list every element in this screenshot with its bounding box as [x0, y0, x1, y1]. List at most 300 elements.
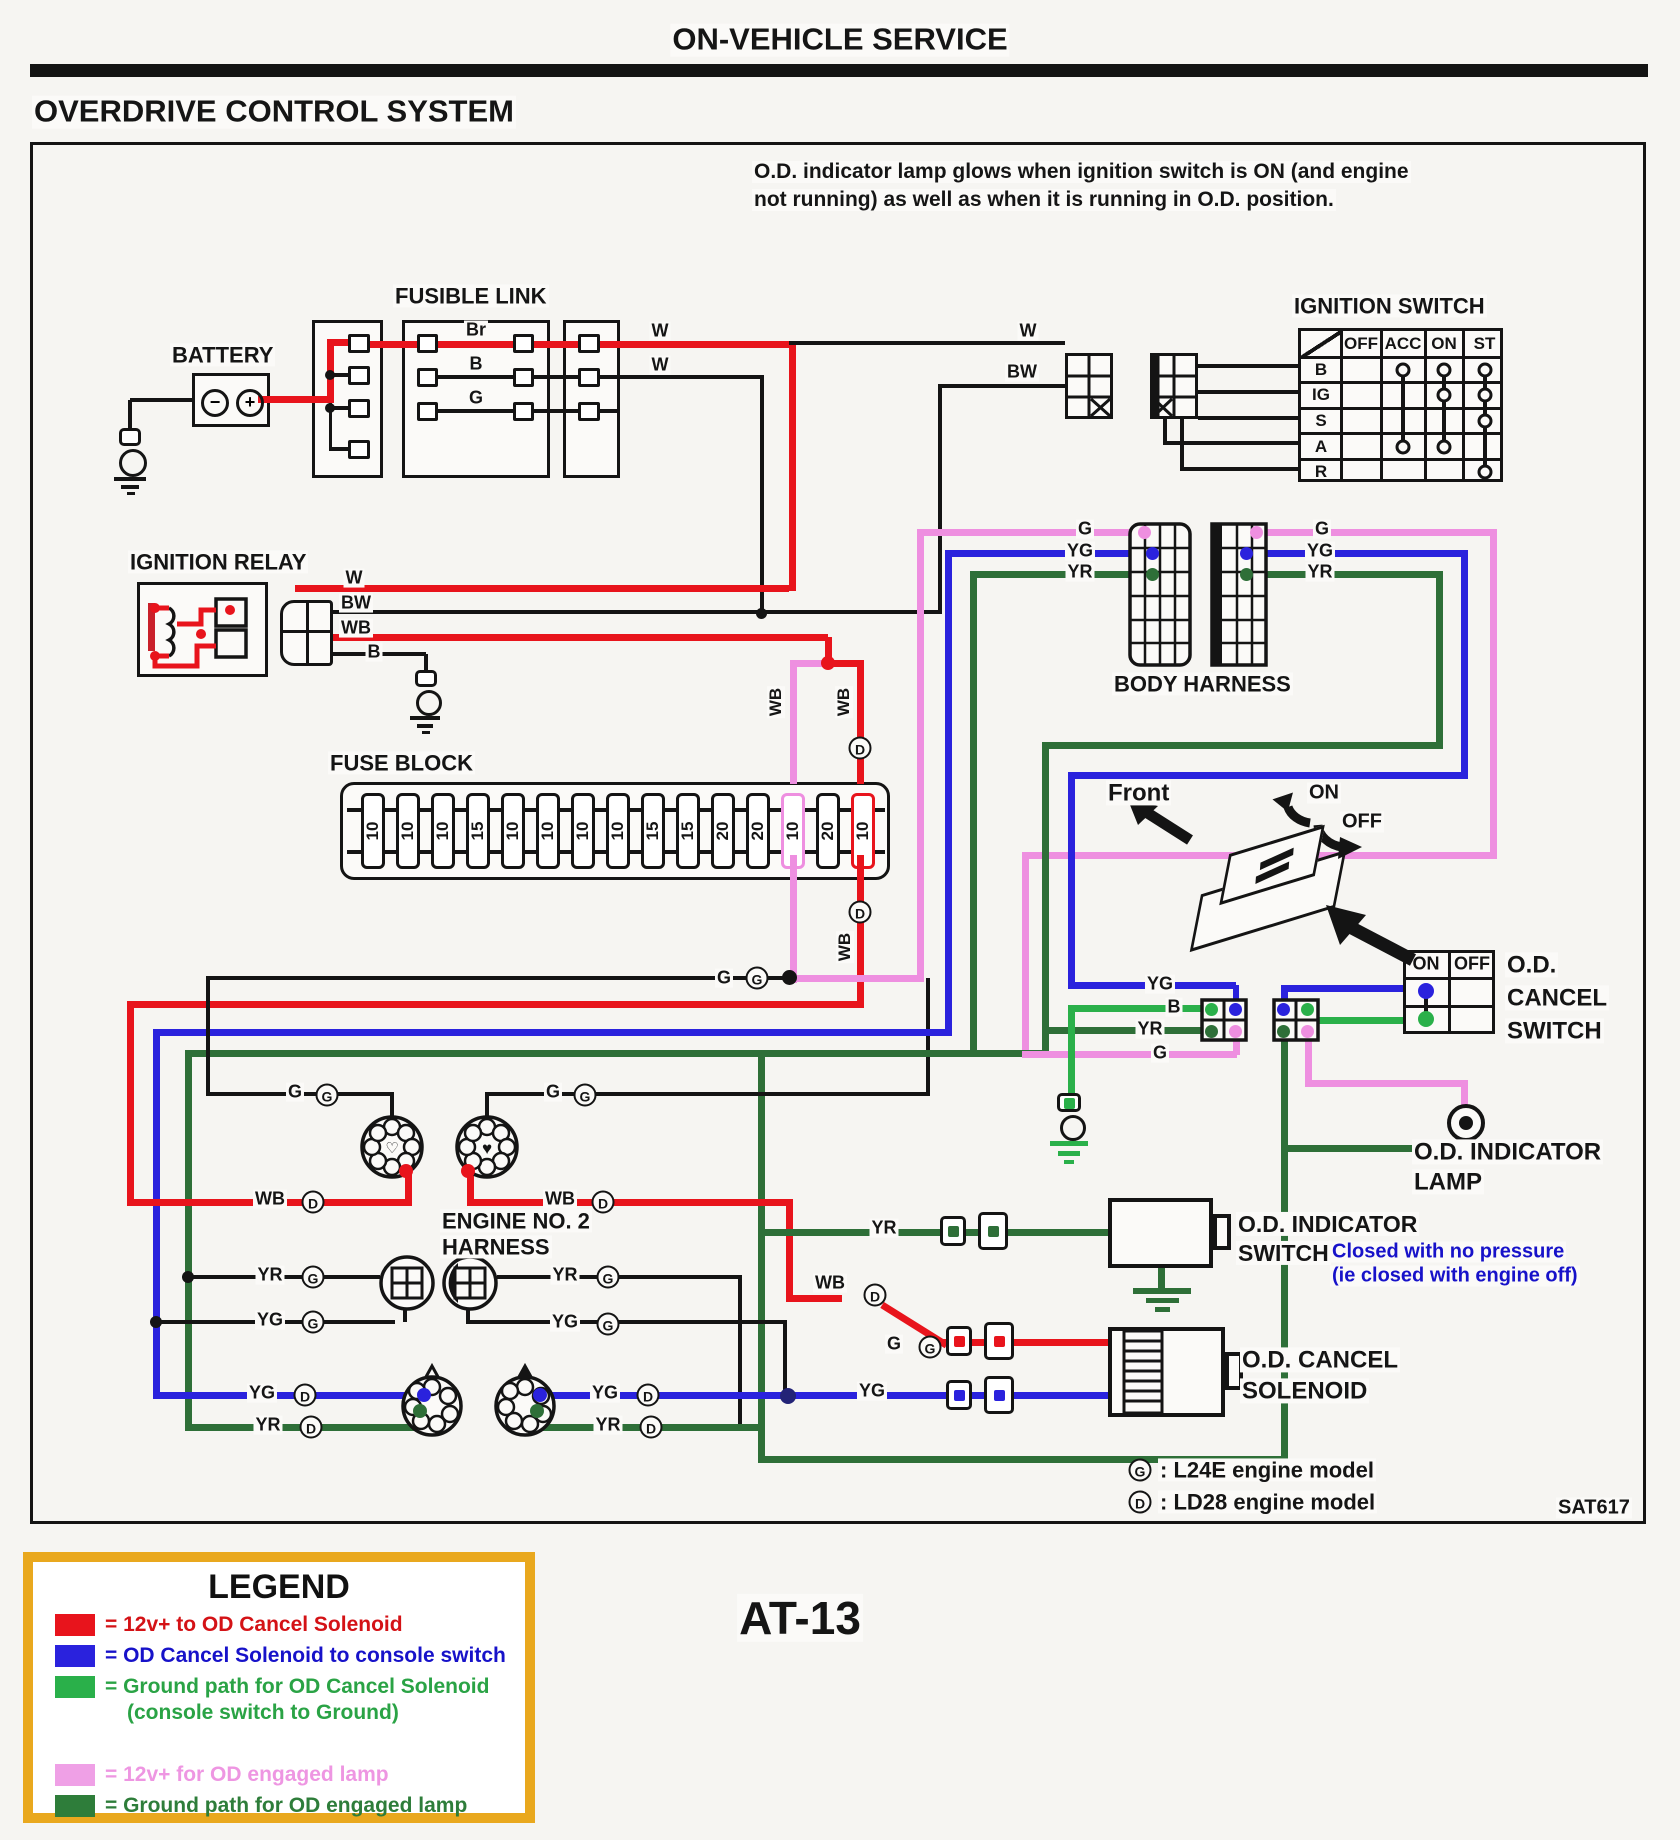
igtable-row-R: R — [1314, 462, 1328, 482]
circle-d-footnote: D — [1129, 1491, 1152, 1514]
junction-dot — [533, 1388, 547, 1402]
circle-d-wb-r: D — [592, 1191, 615, 1214]
wire-b-relay: B — [367, 641, 381, 662]
ground-bar — [417, 724, 433, 728]
wire-segment — [390, 1092, 394, 1116]
on-label: ON — [1309, 781, 1339, 804]
wire-segment — [424, 654, 428, 670]
wire-wb-row-r: WB — [545, 1188, 575, 1209]
wire-segment — [185, 1050, 1049, 1057]
relay-ground-ring — [416, 690, 442, 716]
wire-segment — [466, 1320, 785, 1324]
igtable-contact-ON-IG — [1437, 388, 1452, 403]
junction-dot — [1277, 1025, 1290, 1038]
wire-segment — [1405, 1005, 1493, 1008]
junction-dot — [461, 1164, 475, 1178]
wire-yr-g-l: YR — [257, 1264, 283, 1285]
od-cancel-switch-2: CANCEL — [1507, 984, 1607, 1012]
wire-segment — [206, 976, 210, 1095]
ground-bar — [1058, 1151, 1080, 1156]
legend-dgreen-swatch — [55, 1795, 95, 1817]
wire-yr-console: YR — [1137, 1018, 1163, 1039]
wire-segment — [926, 978, 930, 1094]
engine-connector-pointed-2 — [492, 1364, 558, 1438]
fuse-7-10a: 10 — [571, 793, 595, 869]
fuse-9-15a: 15 — [641, 793, 665, 869]
od-cancel-solenoid-stripes — [1124, 1331, 1162, 1413]
wire-yr-body-l: YR — [1067, 561, 1093, 582]
wire-yr-g-r: YR — [552, 1264, 578, 1285]
wire-segment — [1163, 419, 1167, 443]
igtable-vline — [1380, 331, 1383, 479]
wire-yg-g-r: YG — [551, 1311, 579, 1332]
fuse-5-10a: 10 — [501, 793, 525, 869]
figure-code: SAT617 — [1558, 1496, 1630, 1519]
wire-segment — [1068, 1005, 1214, 1012]
od-cancel-switch-1: O.D. — [1507, 951, 1557, 979]
fuse-2-10a: 10 — [396, 793, 420, 869]
wire-segment — [1198, 390, 1298, 394]
od-cancel-solenoid-2: SOLENOID — [1242, 1377, 1368, 1405]
wire-segment — [332, 447, 348, 451]
wire-segment — [917, 529, 924, 982]
engine-connector-square-2 — [442, 1255, 498, 1311]
wire-segment — [333, 610, 940, 614]
wire-segment — [153, 1029, 952, 1036]
circle-g-rowa-r: G — [574, 1084, 597, 1107]
legend-pink-text: = 12v+ for OD engaged lamp — [105, 1763, 389, 1786]
igtable-contact-ACC-A — [1396, 439, 1411, 454]
ignition-relay-title: IGNITION RELAY — [130, 549, 307, 575]
wire-segment — [945, 550, 1147, 557]
connector-a-pin-3 — [348, 399, 370, 418]
switch-pointer-arrow-icon — [1318, 905, 1418, 967]
junction-dot — [413, 1404, 427, 1418]
cancel-switch-col-off: OFF — [1454, 953, 1490, 974]
circle-d-yr-r: D — [640, 1416, 663, 1439]
circle-d-fusetop: D — [849, 737, 872, 760]
wire-segment — [1281, 1145, 1288, 1463]
legend-pink — [55, 1762, 525, 1788]
circle-d-yg-l: D — [294, 1384, 317, 1407]
circle-d-yg-r: D — [637, 1384, 660, 1407]
wire-segment — [970, 571, 1152, 578]
fusible-link-title: FUSIBLE LINK — [395, 283, 547, 309]
wire-segment — [938, 388, 942, 614]
wire-yg-console: YG — [1146, 973, 1174, 994]
fuse-4-15a: 15 — [466, 793, 490, 869]
fusible-connector-pin-3 — [578, 402, 600, 421]
fusible-link-g-left — [417, 402, 438, 421]
link-label-br: Br — [465, 319, 487, 340]
junction-dot — [1301, 1003, 1314, 1016]
wire-segment — [1042, 742, 1443, 749]
igtable-col-ST: ST — [1473, 334, 1496, 353]
igtable-col-ACC: ACC — [1384, 334, 1422, 353]
igtable-col-OFF: OFF — [1344, 334, 1378, 353]
wire-segment — [370, 341, 417, 348]
spade-connector-yg-1 — [946, 1380, 972, 1410]
wire-wb-red: WB — [834, 687, 854, 717]
console-ground-ring — [1060, 1115, 1086, 1141]
battery-minus-terminal: − — [201, 389, 229, 417]
wire-g-rowa-l: G — [287, 1081, 303, 1102]
legend-green-swatch — [55, 1676, 95, 1698]
wire-wb-row-l: WB — [255, 1188, 285, 1209]
wire-segment — [917, 529, 1143, 536]
wire-segment — [1246, 550, 1468, 557]
circle-g-yr-l: G — [302, 1266, 325, 1289]
off-label: OFF — [1342, 810, 1382, 833]
junction-dot — [756, 608, 767, 619]
igtable-contact-ON-B — [1437, 362, 1452, 377]
wire-segment — [1461, 550, 1468, 779]
front-arrow-icon — [1128, 800, 1198, 845]
wire-segment — [790, 660, 797, 784]
wire-segment — [1198, 416, 1298, 420]
fusible-link-b-right — [513, 368, 534, 387]
wire-segment — [786, 1295, 842, 1302]
ground-bar — [1155, 1307, 1170, 1312]
wire-segment — [536, 1392, 1108, 1399]
fuse-13-10a: 10 — [781, 793, 805, 869]
wire-segment — [295, 634, 828, 641]
wire-segment — [783, 1320, 787, 1398]
junction-dot — [1146, 568, 1159, 581]
igtable-diagonal — [1301, 331, 1341, 357]
wire-segment — [127, 1001, 864, 1008]
wire-segment — [130, 398, 194, 402]
junction-dot — [1250, 526, 1263, 539]
junction-dot — [399, 1164, 413, 1178]
wire-wb-relay: WB — [341, 617, 371, 638]
svg-text:♥: ♥ — [481, 1139, 493, 1158]
junction-dot — [1418, 1011, 1434, 1027]
front-label: Front — [1108, 779, 1170, 807]
wire-segment — [1448, 952, 1451, 1031]
wire-segment — [258, 396, 330, 403]
battery-ground-ring — [119, 449, 147, 477]
igtable-vline — [1424, 331, 1427, 479]
harness-connector-1 — [1065, 353, 1113, 419]
note-line-2: not running) as well as when it is running in O.D. position. — [754, 187, 1334, 211]
body-harness-title: BODY HARNESS — [1114, 671, 1291, 697]
wire-segment — [438, 341, 513, 348]
battery-plus-terminal: + — [236, 389, 264, 417]
wire-segment — [208, 976, 790, 980]
igtable-row-IG: IG — [1312, 385, 1330, 405]
igtable-row-A: A — [1314, 436, 1328, 456]
junction-dot — [325, 370, 335, 380]
wire-segment — [1068, 1005, 1075, 1093]
wire-segment — [438, 375, 513, 379]
body-harness-connector-1 — [1128, 522, 1192, 667]
wire-segment — [330, 339, 350, 346]
od-cancel-solenoid-1: O.D. CANCEL — [1242, 1346, 1398, 1374]
igtable-contact-ST-S — [1477, 414, 1492, 429]
fuse-6-10a: 10 — [536, 793, 560, 869]
wire-w-1: W — [651, 320, 669, 341]
circle-g-yg-l: G — [302, 1311, 325, 1334]
od-indicator-switch-2: SWITCH — [1238, 1239, 1329, 1266]
ground-bar — [1133, 1288, 1191, 1294]
wire-wb-pink: WB — [766, 687, 786, 717]
wire-segment — [185, 1050, 192, 1431]
igtable-contact-ST-B — [1477, 362, 1492, 377]
wire-segment — [1022, 852, 1029, 1058]
fusible-connector-pin-2 — [578, 368, 600, 387]
circle-d-fusebot: D — [849, 901, 872, 924]
ground-bar — [1050, 1141, 1088, 1146]
cancel-switch-col-on: ON — [1412, 953, 1440, 974]
fuse-block-title: FUSE BLOCK — [330, 750, 473, 776]
fusible-link-g-right — [513, 402, 534, 421]
wire-segment — [283, 630, 331, 633]
legend-green-text-2: (console switch to Ground) — [127, 1701, 399, 1724]
wire-g-body-r: G — [1314, 518, 1330, 539]
wire-segment — [1198, 364, 1298, 368]
wire-yr-switch: YR — [871, 1217, 897, 1238]
pressure-note-2: (ie closed with engine off) — [1332, 1264, 1578, 1287]
ground-bar — [422, 731, 430, 734]
wire-segment — [600, 409, 618, 413]
console-ground-connector — [1057, 1093, 1081, 1112]
fuse-14-20a: 20 — [816, 793, 840, 869]
legend-blue-swatch — [55, 1645, 95, 1667]
fusible-link-br-left — [417, 334, 438, 353]
wire-segment — [534, 375, 578, 379]
wire-yr-body-r: YR — [1307, 561, 1333, 582]
wire-segment — [789, 341, 1065, 345]
junction-dot — [1205, 1025, 1218, 1038]
legend-green-text: = Ground path for OD Cancel Solenoid — [105, 1675, 490, 1698]
junction-dot — [1459, 1116, 1473, 1130]
fuse-12-20a: 20 — [746, 793, 770, 869]
circle-g-rowa-l: G — [316, 1084, 339, 1107]
junction-dot — [1229, 1025, 1242, 1038]
fusible-link-br-right — [513, 334, 534, 353]
ignition-relay-internals — [137, 582, 268, 677]
junction-dot — [1301, 1025, 1314, 1038]
wire-segment — [534, 409, 578, 413]
wire-wb-solenoid: WB — [815, 1272, 845, 1293]
wire-segment — [306, 603, 309, 663]
engine-harness-title-2: HARNESS — [442, 1234, 550, 1260]
od-indicator-switch-1: O.D. INDICATOR — [1238, 1210, 1418, 1237]
junction-dot — [1277, 1003, 1290, 1016]
legend-box — [23, 1552, 535, 1823]
wire-yg-d-r: YG — [591, 1382, 619, 1403]
od-indicator-lamp-1: O.D. INDICATOR — [1414, 1138, 1602, 1166]
junction-dot — [182, 1271, 194, 1283]
circle-g-yr-r: G — [597, 1266, 620, 1289]
fusible-link-b-left — [417, 368, 438, 387]
junction-dot — [417, 1388, 431, 1402]
wire-segment — [970, 571, 977, 1053]
wire-segment — [758, 1050, 765, 1463]
igtable-contact-ON-A — [1437, 439, 1452, 454]
wire-g-solenoid: G — [886, 1333, 902, 1354]
wire-w-mid: W — [1019, 320, 1037, 341]
wire-segment — [1281, 1039, 1288, 1151]
fuse-3-10a: 10 — [431, 793, 455, 869]
wire-segment — [1490, 529, 1497, 859]
spade-connector-yg-2 — [984, 1376, 1014, 1414]
wire-segment — [598, 375, 762, 379]
junction-dot — [1240, 547, 1253, 560]
wire-segment — [1305, 1080, 1468, 1087]
section-title: OVERDRIVE CONTROL SYSTEM — [34, 93, 514, 129]
od-indicator-lamp-2: LAMP — [1414, 1168, 1482, 1196]
junction-dot — [1229, 1003, 1242, 1016]
harness-connector-2 — [1150, 353, 1198, 419]
ground-bar — [121, 485, 139, 489]
wire-wb-red2: WB — [835, 932, 855, 962]
wire-w-relay: W — [345, 567, 363, 588]
wire-b-console: B — [1167, 996, 1181, 1017]
junction-dot — [780, 1388, 796, 1404]
junction-dot — [782, 970, 797, 985]
junction-dot — [1418, 983, 1434, 999]
header-rule — [30, 64, 1648, 77]
wire-g-console: G — [1152, 1042, 1168, 1063]
engine-connector-round-1 — [359, 1114, 425, 1180]
legend-blue-text: = OD Cancel Solenoid to console switch — [105, 1644, 506, 1667]
od-cancel-switch-3: SWITCH — [1507, 1017, 1602, 1045]
ground-bar — [1064, 1160, 1074, 1164]
wire-segment — [1042, 742, 1049, 1054]
circle-g-yg-r: G — [597, 1313, 620, 1336]
pressure-note-1: Closed with no pressure — [1332, 1240, 1565, 1263]
igtable-hline — [1301, 458, 1500, 461]
wire-segment — [128, 400, 132, 428]
wire-segment — [857, 660, 864, 784]
wire-segment — [790, 975, 924, 982]
junction-dot — [325, 403, 335, 413]
junction-dot — [1146, 547, 1159, 560]
wire-segment — [1180, 467, 1298, 471]
legend-green — [55, 1674, 525, 1726]
battery-ground-connector — [119, 428, 141, 446]
igtable-row-S: S — [1315, 411, 1327, 430]
svg-text:♡: ♡ — [385, 1140, 399, 1157]
circle-d-solenoid: D — [864, 1284, 887, 1307]
wire-segment — [497, 1275, 742, 1279]
spade-connector-yr-1 — [940, 1216, 966, 1246]
wire-segment — [1246, 571, 1443, 578]
wire-segment — [857, 855, 864, 1008]
wire-yg-d-l: YG — [248, 1382, 276, 1403]
wire-g-body-l: G — [1077, 518, 1093, 539]
battery-title: BATTERY — [172, 342, 274, 368]
junction-dot — [1138, 526, 1151, 539]
wire-g-junction: G — [716, 967, 732, 988]
wire-segment — [295, 585, 789, 592]
fuse-11-20a: 20 — [711, 793, 735, 869]
od-indicator-switch-tab — [1213, 1214, 1231, 1250]
legend-dgreen-text: = Ground path for OD engaged lamp — [105, 1794, 468, 1817]
link-label-g: G — [468, 387, 484, 408]
fuse-15-10a: 10 — [851, 793, 875, 869]
wire-segment — [127, 1001, 134, 1203]
wire-bw-relay: BW — [341, 592, 371, 613]
junction-dot — [1205, 1003, 1218, 1016]
wire-yg-body-l: YG — [1066, 540, 1094, 561]
spade-connector-wb-2 — [984, 1322, 1014, 1360]
wire-segment — [1158, 1268, 1165, 1290]
ground-bar — [114, 477, 146, 481]
link-label-b: B — [469, 353, 483, 374]
igtable-link-ACC — [1401, 370, 1405, 447]
igtable-row-B: B — [1314, 359, 1328, 379]
page-code: AT-13 — [739, 1591, 861, 1644]
legend-pink-swatch — [55, 1764, 95, 1786]
wire-g-rowa-r: G — [545, 1081, 561, 1102]
header-title: ON-VEHICLE SERVICE — [672, 21, 1008, 57]
footnote-l24e: : L24E engine model — [1160, 1457, 1374, 1483]
igtable-vline — [1462, 331, 1465, 479]
wire-segment — [1022, 1051, 1237, 1058]
engine-harness-title-1: ENGINE NO. 2 — [442, 1208, 590, 1234]
fusible-connector-pin-1 — [578, 334, 600, 353]
wire-yg-solenoid: YG — [858, 1380, 886, 1401]
igtable-col-ON: ON — [1431, 334, 1457, 353]
ignition-switch-table — [1298, 328, 1503, 482]
wire-segment — [938, 384, 1065, 388]
legend-dgreen — [55, 1793, 525, 1819]
legend-red-swatch — [55, 1614, 95, 1636]
footnote-ld28: : LD28 engine model — [1160, 1489, 1376, 1515]
relay-ground-connector — [415, 670, 437, 687]
spade-connector-yr-2 — [978, 1212, 1008, 1250]
wire-segment — [153, 1029, 160, 1399]
spade-connector-wb-1 — [946, 1326, 972, 1356]
wire-segment — [438, 409, 513, 413]
circle-d-wb-l: D — [302, 1191, 325, 1214]
igtable-contact-ST-R — [1477, 465, 1492, 480]
wire-segment — [467, 1199, 792, 1206]
wire-segment — [485, 1095, 489, 1116]
wire-segment — [1068, 772, 1075, 988]
fuse-1-10a: 10 — [361, 793, 385, 869]
ground-bar — [410, 716, 440, 720]
wire-yg-g-l: YG — [256, 1309, 284, 1330]
wire-segment — [789, 344, 796, 591]
wire-segment — [760, 375, 764, 614]
junction-dot — [150, 1316, 162, 1328]
fuse-block — [340, 782, 890, 880]
wire-yr-d-r: YR — [595, 1414, 621, 1435]
fuse-8-10a: 10 — [606, 793, 630, 869]
legend-red-text: = 12v+ to OD Cancel Solenoid — [105, 1613, 403, 1636]
legend-title: LEGEND — [208, 1568, 350, 1606]
note-line-1: O.D. indicator lamp glows when ignition switch is ON (and engine — [754, 159, 1409, 183]
wire-segment — [738, 1275, 742, 1427]
igtable-contact-ACC-B — [1396, 362, 1411, 377]
junction-dot — [530, 1404, 544, 1418]
wire-segment — [1260, 529, 1497, 536]
circle-g-solenoid: G — [919, 1336, 942, 1359]
wire-yr-d-l: YR — [255, 1414, 281, 1435]
legend-blue — [55, 1643, 525, 1669]
legend-red — [55, 1612, 525, 1638]
wire-segment — [1180, 419, 1184, 469]
wire-segment — [1436, 571, 1443, 749]
wire-yg-body-r: YG — [1306, 540, 1334, 561]
fuse-10-15a: 15 — [676, 793, 700, 869]
wire-segment — [758, 1229, 1108, 1236]
wire-segment — [786, 1199, 793, 1302]
